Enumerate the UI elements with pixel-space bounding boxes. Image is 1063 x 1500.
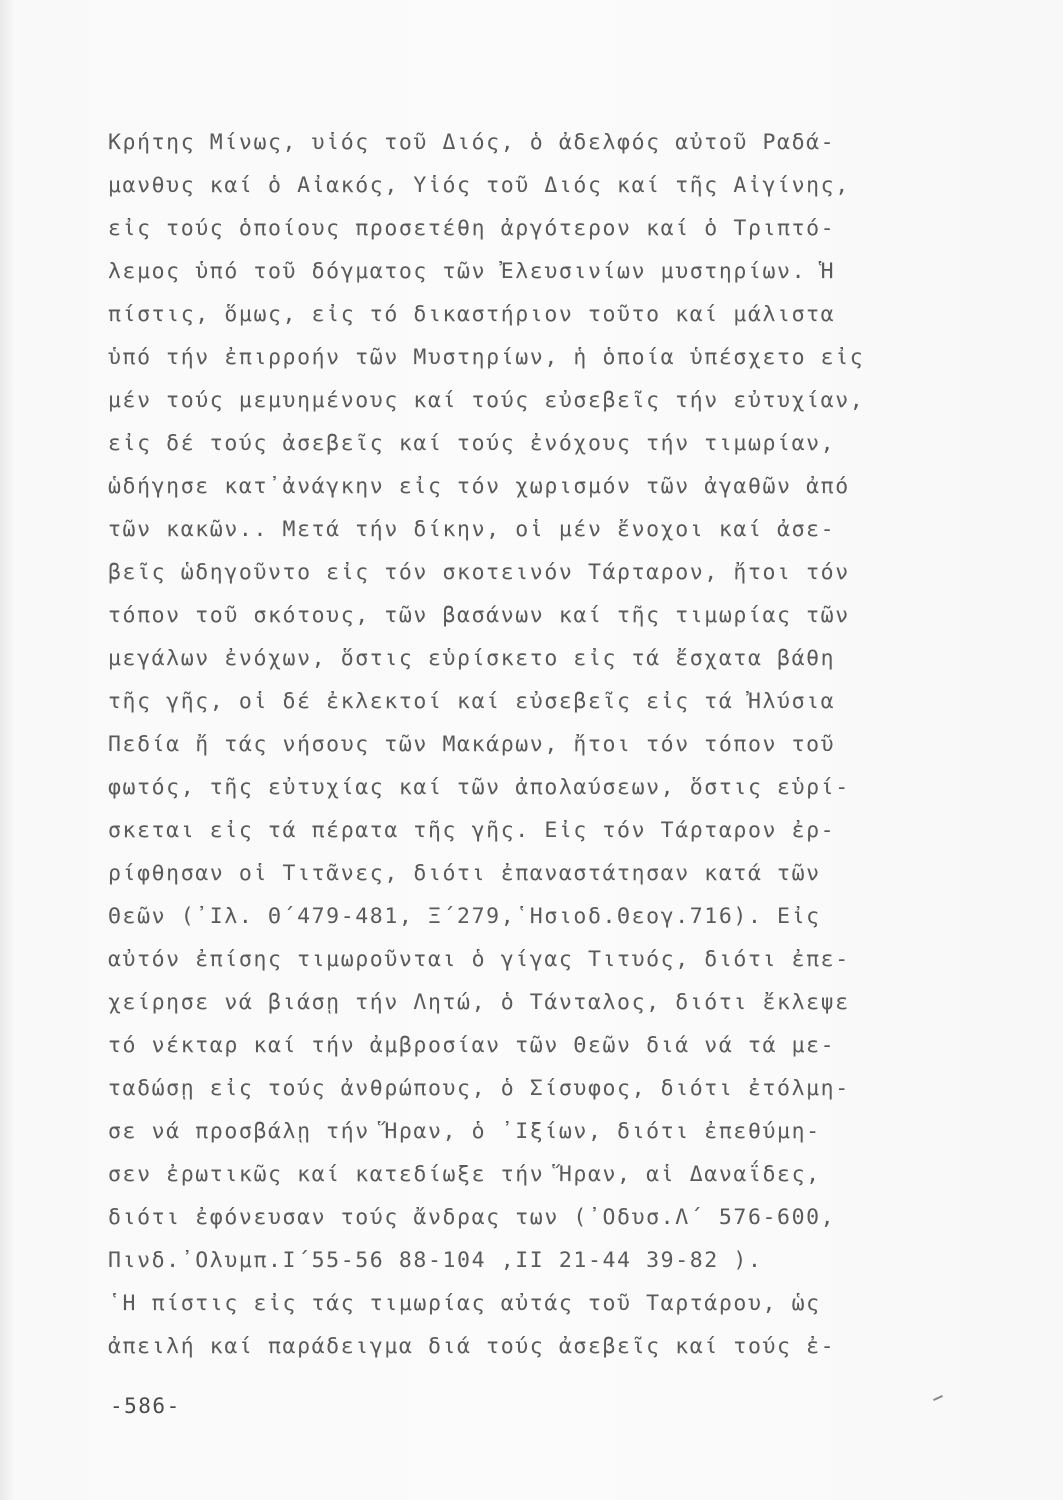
- text-line: Πεδία ἤ τάς νήσους τῶν Μακάρων, ἤτοι τόν τόπον τοῦ: [108, 732, 836, 757]
- text-line: ὡδήγησε κατ᾽ἀνάγκην εἰς τόν χωρισμόν τῶν ἀγαθῶν ἀπό: [108, 474, 850, 499]
- text-line: σκεται εἰς τά πέρατα τῆς γῆς. Εἰς τόν Τάρταρον ἐρ-: [108, 818, 836, 843]
- text-line: τῶν κακῶν.. Μετά τήν δίκην, οἱ μέν ἔνοχοι καί ἀσε-: [108, 517, 836, 542]
- text-line: εἰς δέ τούς ἀσεβεῖς καί τούς ἐνόχους τήν τιμωρίαν,: [108, 431, 836, 456]
- text-line: εἰς τούς ὁποίους προσετέθη ἀργότερον καί ὁ Τριπτό-: [108, 216, 836, 241]
- page-number: -586-: [110, 1394, 181, 1418]
- text-line: ὑπό τήν ἐπιρροήν τῶν Μυστηρίων, ἡ ὁποία ὑπέσχετο εἰς: [108, 345, 865, 370]
- text-line: λεμος ὑπό τοῦ δόγματος τῶν Ἐλευσινίων μυστηρίων. Ἡ: [108, 259, 836, 284]
- text-line: σεν ἐρωτικῶς καί κατεδίωξε τήν Ἥραν, αἱ Δαναΐδες,: [108, 1162, 821, 1187]
- text-line: ρίφθησαν οἱ Τιτᾶνες, διότι ἐπαναστάτησαν κατά τῶν: [108, 861, 821, 886]
- text-line: τό νέκταρ καί τήν ἀμβροσίαν τῶν Θεῶν διά νά τά με-: [108, 1033, 836, 1058]
- text-line: ῾Η πίστις εἰς τάς τιμωρίας αὐτάς τοῦ Ταρτάρου, ὡς: [108, 1291, 821, 1316]
- text-line: τῆς γῆς, οἱ δέ ἐκλεκτοί καί εὐσεβεῖς εἰς τά Ἠλύσια: [108, 689, 836, 714]
- text-line: μέν τούς μεμυημένους καί τούς εὐσεβεῖς τήν εὐτυχίαν,: [108, 388, 865, 413]
- text-line: βεῖς ὡδηγοῦντο εἰς τόν σκοτεινόν Τάρταρον, ἤτοι τόν: [108, 560, 850, 585]
- text-line: Θεῶν (᾽Ιλ. Θ΄479-481, Ξ΄279,῾Ησιοδ.Θεογ.716). Εἰς: [108, 904, 821, 929]
- text-line: Πινδ.᾽Ολυμπ.Ι΄55-56 88-104 ,ΙΙ 21-44 39-82 ).: [108, 1248, 763, 1273]
- text-line: μεγάλων ἐνόχων, ὅστις εὑρίσκετο εἰς τά ἔσχατα βάθη: [108, 646, 836, 671]
- text-line: ταδώσῃ εἰς τούς ἀνθρώπους, ὁ Σίσυφος, διότι ἐτόλμη-: [108, 1076, 850, 1101]
- text-line: φωτός, τῆς εὐτυχίας καί τῶν ἀπολαύσεων, ὅστις εὑρί-: [108, 775, 850, 800]
- text-line: αὐτόν ἐπίσης τιμωροῦνται ὁ γίγας Τιτυός, διότι ἐπε-: [108, 947, 850, 972]
- text-line: χείρησε νά βιάσῃ τήν Λητώ, ὁ Τάνταλος, διότι ἔκλεψε: [108, 990, 850, 1015]
- text-line: ἀπειλή καί παράδειγμα διά τούς ἀσεβεῖς καί τούς ἐ-: [108, 1334, 836, 1359]
- stray-ink-mark: [933, 1395, 943, 1401]
- text-line: σε νά προσβάλῃ τήν Ἥραν, ὁ ᾽Ιξίων, διότι ἐπεθύμη-: [108, 1119, 821, 1144]
- text-line: Κρήτης Μίνως, υἱός τοῦ Διός, ὁ ἀδελφός αὐτοῦ Ραδά-: [108, 130, 836, 155]
- text-line: τόπον τοῦ σκότους, τῶν βασάνων καί τῆς τιμωρίας τῶν: [108, 603, 850, 628]
- text-line: μανθυς καί ὁ Αἰακός, Υἱός τοῦ Διός καί τῆς Αἰγίνης,: [108, 173, 850, 198]
- text-line: πίστις, ὅμως, εἰς τό δικαστήριον τοῦτο καί μάλιστα: [108, 302, 836, 327]
- text-line: διότι ἐφόνευσαν τούς ἄνδρας των (᾽Οδυσ.Λ΄ 576-600,: [108, 1205, 836, 1230]
